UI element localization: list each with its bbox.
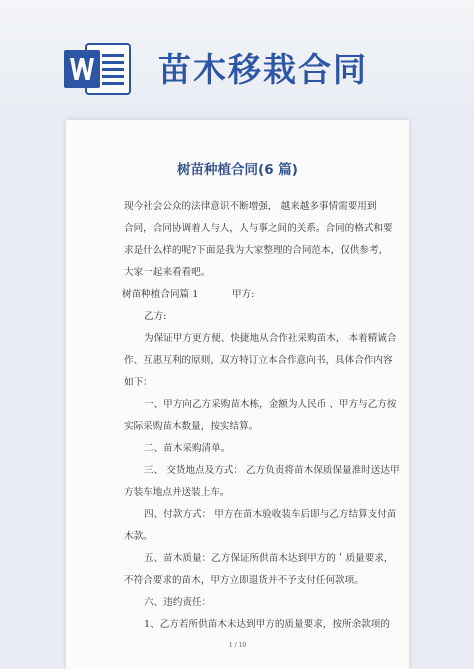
word-document-icon bbox=[64, 40, 134, 98]
part-label: 树苗种植合同篇 1 bbox=[122, 289, 199, 300]
body-line: 六、违约责任： bbox=[144, 597, 212, 608]
body-line: 一、甲方向乙方采购苗木栋，金额为人民币 、甲方与乙方按 bbox=[144, 399, 397, 410]
intro-line: 现今社会公众的法律意识不断增强， 越来越多事情需要用到 bbox=[124, 201, 377, 212]
body-line: 不符合要求的苗木，甲方立即退货并不予支付任何款项。 bbox=[124, 575, 364, 586]
body-line: 为保证甲方更方便、快捷地从合作社采购苗木， 本着精诚合 bbox=[144, 333, 397, 344]
body-line: 方装车地点并送装上车。 bbox=[124, 487, 230, 498]
party-a-label: 甲方: bbox=[232, 289, 255, 300]
body-line: 实际采购苗木数量，按实结算。 bbox=[124, 421, 259, 432]
body-line: 五、苗木质量：乙方保证所供苗木达到甲方的＇质量要求， bbox=[144, 553, 394, 564]
intro-line: 求是什么样的呢?下面是我为大家整理的合同范本，仅供参考， bbox=[124, 245, 389, 256]
party-b-label: 乙方: bbox=[144, 311, 167, 322]
body-line: 四、付款方式： 甲方在苗木验收装车后即与乙方结算支付苗 bbox=[144, 509, 397, 520]
intro-line: 合同，合同协调着人与人，人与事之间的关系。合同的格式和要 bbox=[124, 223, 393, 234]
banner-title: 苗木移栽合同 bbox=[158, 50, 368, 89]
body-line: 作、互惠互利的原则，双方特订立本合作意向书，具体合作内容 bbox=[124, 355, 393, 366]
intro-line: 大家一起来看看吧。 bbox=[124, 267, 211, 278]
body-line: 三、 交货地点及方式： 乙方负责将苗木保质保量准时送达甲 bbox=[144, 465, 400, 476]
page-number: 1 / 10 bbox=[228, 642, 247, 649]
body-line: 如下： bbox=[124, 377, 153, 388]
document-page bbox=[66, 120, 409, 669]
header-banner bbox=[0, 0, 474, 120]
document-title: 树苗种植合同(6 篇) bbox=[177, 162, 298, 178]
body-line: 木款。 bbox=[124, 531, 153, 542]
body-line: 二、苗木采购清单。 bbox=[144, 443, 231, 454]
body-line: 1、乙方若所供苗木未达到甲方的质量要求，按所余款项的 bbox=[144, 619, 390, 630]
